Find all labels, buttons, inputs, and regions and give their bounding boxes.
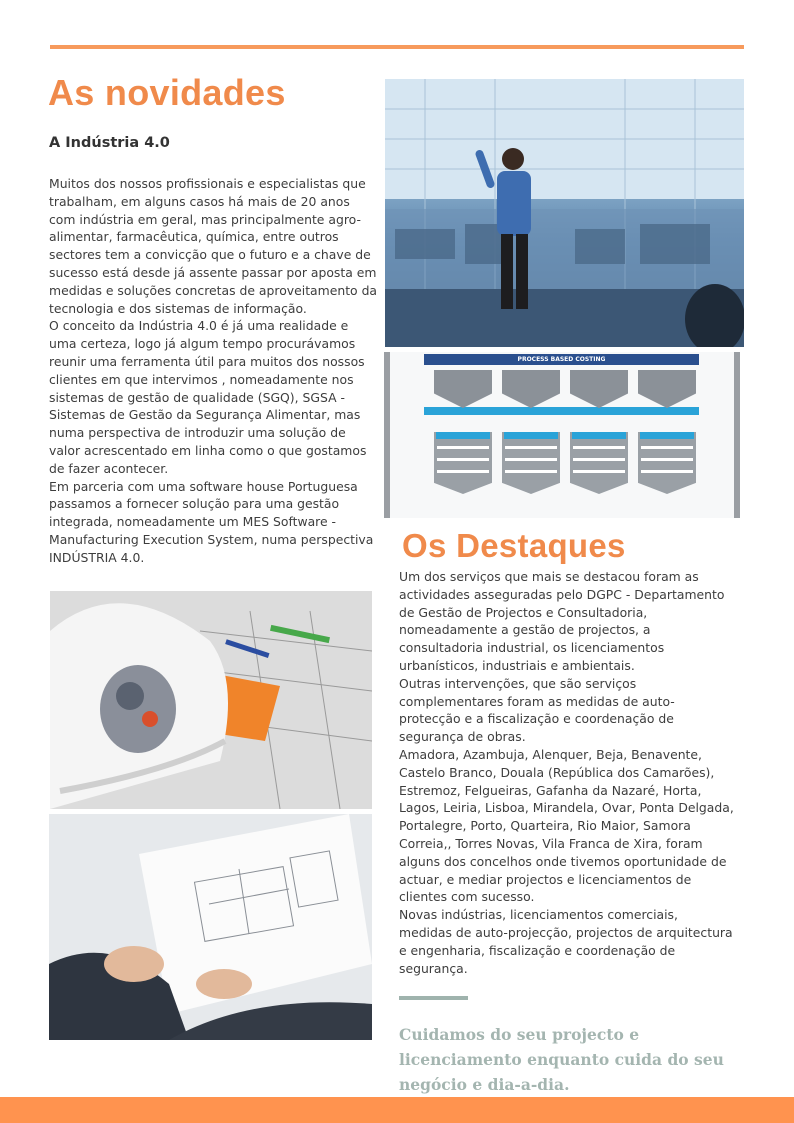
destaques-paragraph: Amadora, Azambuja, Alenquer, Beja, Benavente, Castelo Branco, Douala (República dos Camarões), Estremoz, Felgueiras, Gafanha da Nazaré, Horta, Lagos, Leiria, Lisboa, Mirandela, Ovar, Ponta Delgada, Portalegre, Porto, Quarteira, Rio Maior, Samora Correia,, Torres Novas, Vila Franca de Xira, foram alguns dos concelhos onde tivemos oportunidade de actuar, e mediar projectos e licenciamentos de clientes com sucesso.	[399, 746, 734, 905]
destaques-body	[399, 568, 734, 977]
process-costing-diagram	[384, 352, 740, 518]
novidades-paragraph: Em parceria com uma software house Portuguesa passamos a fornecer solução para uma gestão integrada, nomeadamente um MES Software - Manufacturing Execution System, numa perspectiva INDÚSTRIA 4.0.	[49, 478, 374, 565]
destaques-paragraph: Outras intervenções, que são serviços complementares foram as medidas de auto-protecção e a fiscalização e coordenação de segurança de obras.	[399, 675, 675, 745]
novidades-body	[49, 175, 379, 567]
destaques-paragraph: Um dos serviços que mais se destacou foram as actividades asseguradas pelo DGPC - Departamento de Gestão de Projectos e Consultadoria, nomeadamente a gestão de projectos, a consultadoria industrial, os licenciamentos urbanísticos, industriais e ambientais.	[399, 569, 725, 673]
novidades-paragraph: Muitos dos nossos profissionais e especialistas que trabalham, em alguns casos há mais de 20 anos com indústria em geral, mas principalmente agro-alimentar, farmacêutica, química, entre outros sectores tem a convicção que o futuro e a chave de sucesso está desde já assente passar por aposta em medidas e soluções concretas de aproveitamento da tecnologia e dos sistemas de informação.	[49, 176, 378, 316]
article-subtitle: A Indústria 4.0	[49, 135, 170, 151]
quote-divider	[399, 996, 468, 1000]
footer-bar	[0, 1097, 794, 1123]
process-column	[638, 370, 696, 500]
process-column	[570, 370, 628, 500]
blueprint-reading-photo	[49, 814, 372, 1040]
closing-quote: Cuidamos do seu projecto e licenciamento enquanto cuida do seu negócio e dia-a-dia.	[399, 1025, 724, 1094]
process-column	[434, 370, 492, 500]
factory-photo	[385, 79, 744, 347]
diagram-title: PROCESS BASED COSTING	[424, 354, 699, 365]
section-heading-destaques: Os Destaques	[402, 527, 626, 564]
helmet-blueprint-photo	[50, 591, 372, 809]
top-divider	[50, 45, 744, 49]
destaques-paragraph: Novas indústrias, licenciamentos comerciais, medidas de auto-projecção, projectos de arquitectura e engenharia, fiscalização e coordenação de segurança.	[399, 907, 733, 976]
process-column	[502, 370, 560, 500]
novidades-paragraph: O conceito da Indústria 4.0 é já uma realidade e uma certeza, logo já algum tempo procurávamos reunir uma ferramenta útil para muitos dos nossos clientes em que intervimos , nomeadamente nos sistemas de gestão de qualidade (SGQ), SGSA - Sistemas de Gestão da Segurança Alimentar, mas numa perspectiva de introduzir uma solução de valor acrescentado em linha como o que gostamos de fazer acontecer.	[49, 318, 367, 476]
section-heading-novidades: As novidades	[48, 72, 286, 113]
